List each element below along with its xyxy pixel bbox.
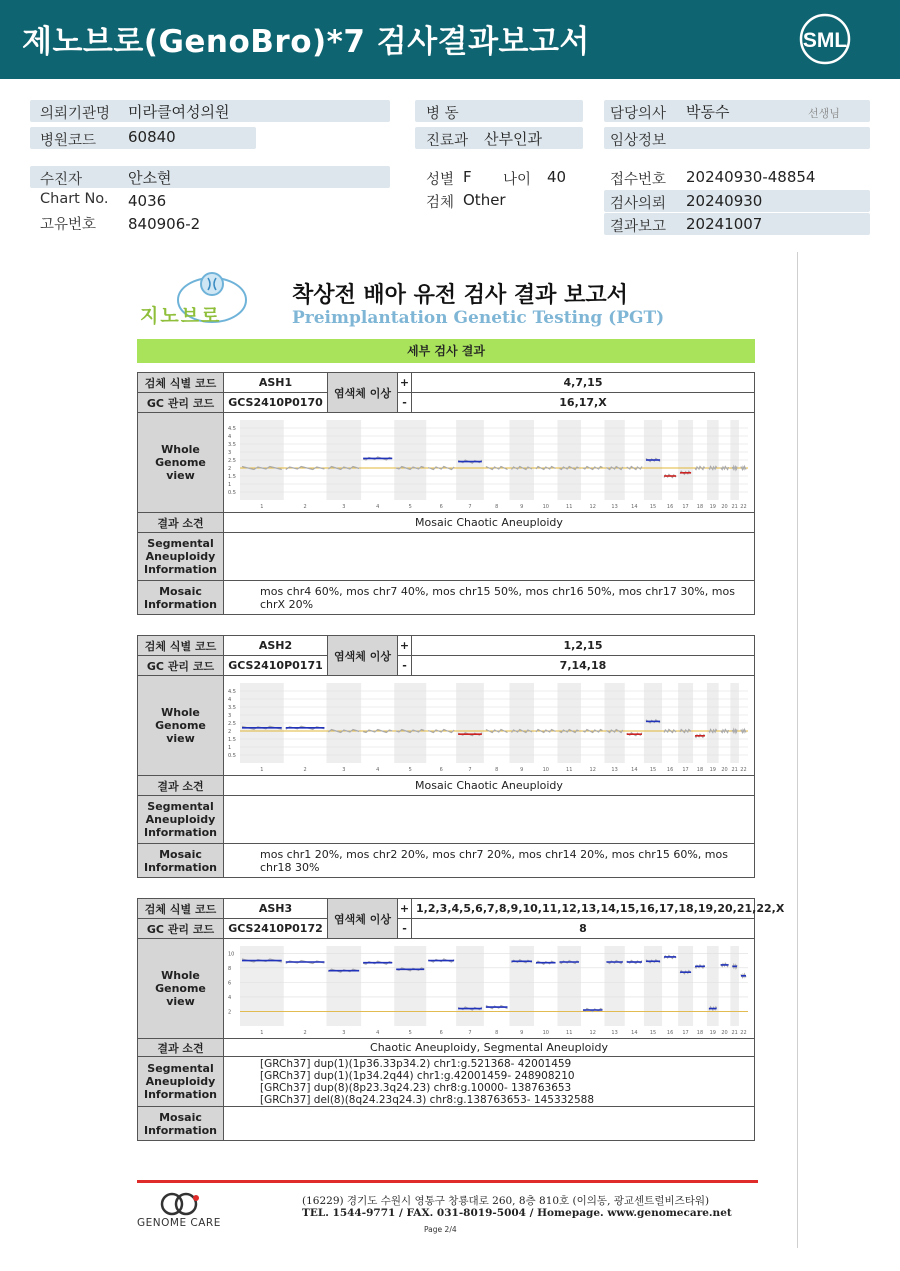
mosaic-label: Mosaic Information — [138, 844, 224, 878]
hospital-code-value: 60840 — [128, 128, 176, 146]
y-tick-label: 2.5 — [228, 457, 236, 464]
report-title: 착상전 배아 유전 검사 결과 보고서 — [292, 283, 628, 308]
x-tick-label: 13 — [611, 503, 618, 510]
chromosome-band — [730, 946, 739, 1026]
x-tick-label: 11 — [566, 503, 573, 510]
x-tick-label: 16 — [666, 766, 674, 773]
x-tick-label: 6 — [439, 1029, 443, 1036]
id-value: 840906-2 — [128, 215, 201, 233]
x-tick-label: 2 — [303, 766, 307, 773]
x-tick-label: 10 — [542, 503, 549, 510]
department-label: 진료과 — [426, 133, 469, 149]
x-tick-label: 1 — [260, 766, 264, 773]
x-tick-label: 14 — [631, 503, 638, 510]
y-tick-label: 8 — [228, 965, 232, 972]
whole-genome-plot-cell — [224, 413, 755, 513]
gain-chromosomes: 1,2,3,4,5,6,7,8,9,10,11,12,13,14,15,16,17,18,19,20,21,22,X — [412, 899, 755, 919]
x-tick-label: 20 — [721, 503, 728, 510]
request-label: 검사의뢰 — [610, 196, 667, 212]
segmental-line: [GRCh37] del(8)(8q24.23q24.3) chr8:g.138763653- 145332588 — [260, 1093, 595, 1106]
x-tick-label: 4 — [376, 1029, 380, 1036]
segmental-value — [224, 1057, 755, 1107]
y-tick-label: 0.5 — [228, 489, 236, 496]
page-number: Page 2/4 — [424, 1225, 457, 1234]
chromosome-band — [240, 946, 284, 1026]
genobro-logo-text: 지노브로 — [140, 305, 222, 327]
y-tick-label: 4.5 — [228, 425, 236, 432]
segmental-value — [224, 533, 755, 581]
segmental-label: Segmental Aneuploidy Information — [138, 796, 224, 844]
result-label: 결과 소견 — [138, 776, 224, 796]
y-tick-label: 3.5 — [228, 704, 236, 711]
x-tick-label: 7 — [468, 503, 472, 510]
x-tick-label: 5 — [408, 766, 412, 773]
x-tick-label: 20 — [721, 766, 728, 773]
x-tick-label: 4 — [376, 766, 380, 773]
mosaic-label: Mosaic Information — [138, 1107, 224, 1141]
chromosome-points — [486, 729, 508, 732]
chromosome-points — [486, 466, 508, 469]
specimen-id-label: 검체 식별 코드 — [138, 636, 224, 656]
age-label: 나이 — [503, 172, 532, 188]
institution-value: 미라클여성의원 — [128, 103, 230, 121]
genome-care-name: GENOME CARE — [137, 1217, 221, 1229]
x-tick-label: 22 — [740, 766, 747, 773]
x-tick-label: 8 — [495, 503, 499, 510]
x-tick-label: 21 — [731, 766, 738, 773]
gain-sign: + — [398, 636, 412, 656]
result-label: 결과 소견 — [138, 1039, 224, 1057]
chromosome-points — [741, 729, 746, 732]
doctor-suffix: 선생님 — [808, 107, 840, 120]
y-tick-label: 4 — [228, 433, 232, 440]
y-tick-label: 10 — [228, 950, 235, 957]
chart-value: 4036 — [128, 192, 167, 210]
y-tick-label: 3.5 — [228, 441, 236, 448]
page-divider — [797, 252, 798, 1248]
x-tick-label: 6 — [439, 766, 443, 773]
x-tick-label: 18 — [696, 1029, 704, 1036]
report-subtitle: Preimplantation Genetic Testing (PGT) — [292, 308, 665, 328]
x-tick-label: 10 — [542, 1029, 549, 1036]
whole-genome-view-label: Whole Genome view — [138, 413, 224, 513]
chromosome-band — [509, 946, 534, 1026]
segmental-line: [GRCh37] dup(1)(1p34.2q44) chr1:g.42001459- 248908210 — [260, 1069, 575, 1082]
patient-value: 안소현 — [128, 169, 172, 187]
x-tick-label: 18 — [696, 766, 704, 773]
chromosome-points — [741, 466, 746, 469]
y-tick-label: 4.5 — [228, 688, 236, 695]
x-tick-label: 22 — [740, 503, 747, 510]
patient-label: 수진자 — [40, 172, 83, 188]
x-tick-label: 15 — [649, 503, 657, 510]
aneuploidy-label: 염색체 이상 — [328, 636, 398, 676]
doctor-label: 담당의사 — [610, 106, 667, 122]
chromosome-band — [604, 946, 624, 1026]
gain-chromosomes: 1,2,15 — [412, 636, 755, 656]
sample-table — [137, 635, 755, 878]
row-bg — [30, 166, 390, 188]
id-label: 고유번호 — [40, 217, 97, 233]
gc-code-label: GC 관리 코드 — [138, 656, 224, 676]
x-tick-label: 11 — [566, 1029, 573, 1036]
gain-sign: + — [398, 373, 412, 393]
sex-value: F — [463, 168, 472, 186]
y-tick-label: 6 — [228, 979, 232, 986]
x-tick-label: 8 — [495, 766, 499, 773]
loss-chromosomes: 16,17,X — [412, 393, 755, 413]
x-tick-label: 2 — [303, 1029, 307, 1036]
y-tick-label: 1 — [228, 481, 232, 488]
x-tick-label: 9 — [520, 503, 524, 510]
footer-rule — [137, 1180, 758, 1183]
x-tick-label: 14 — [631, 1029, 638, 1036]
chromosome-band — [558, 946, 581, 1026]
x-tick-label: 21 — [731, 1029, 738, 1036]
specimen-id-value: ASH2 — [224, 636, 328, 656]
x-tick-label: 7 — [468, 766, 472, 773]
loss-chromosomes: 8 — [412, 919, 755, 939]
result-value: Mosaic Chaotic Aneuploidy — [224, 513, 755, 533]
y-tick-label: 3 — [228, 712, 232, 719]
x-tick-label: 2 — [303, 503, 307, 510]
age-value: 40 — [547, 168, 567, 186]
footer-address: (16229) 경기도 수원시 영통구 창룡대로 260, 8층 810호 (이의동, 광교센트럴비즈타워) — [302, 1195, 710, 1207]
gc-code-value: GCS2410P0172 — [224, 919, 328, 939]
mosaic-value: mos chr4 60%, mos chr7 40%, mos chr15 50%, mos chr16 50%, mos chr17 30%, mos chrX 20% — [224, 581, 755, 615]
y-tick-label: 4 — [228, 696, 232, 703]
x-tick-label: 17 — [682, 766, 689, 773]
specimen-label: 검체 — [426, 195, 455, 211]
clinical-label: 임상정보 — [610, 133, 667, 149]
gc-code-value: GCS2410P0171 — [224, 656, 328, 676]
x-tick-label: 14 — [631, 766, 638, 773]
chromosome-band — [394, 946, 426, 1026]
result-value: Mosaic Chaotic Aneuploidy — [224, 776, 755, 796]
chromosome-band — [678, 946, 693, 1026]
gc-code-value: GCS2410P0170 — [224, 393, 328, 413]
x-tick-label: 22 — [740, 1029, 747, 1036]
result-value: Chaotic Aneuploidy, Segmental Aneuploidy — [224, 1039, 755, 1057]
specimen-value: Other — [463, 191, 506, 209]
sml-logo-icon — [796, 12, 854, 66]
whole-genome-view-label: Whole Genome view — [138, 939, 224, 1039]
chromosome-band — [456, 946, 484, 1026]
chromosome-band — [707, 946, 719, 1026]
sample-table — [137, 898, 785, 1141]
chromosome-points — [286, 466, 325, 469]
loss-sign: - — [398, 393, 412, 413]
sex-label: 성별 — [426, 172, 455, 188]
x-tick-label: 1 — [260, 503, 264, 510]
x-tick-label: 13 — [611, 1029, 618, 1036]
loss-chromosomes: 7,14,18 — [412, 656, 755, 676]
y-tick-label: 0.5 — [228, 752, 236, 759]
x-tick-label: 11 — [566, 766, 573, 773]
y-tick-label: 2 — [228, 728, 232, 735]
chromosome-band — [326, 946, 361, 1026]
x-tick-label: 15 — [649, 766, 657, 773]
department-value: 산부인과 — [484, 130, 542, 148]
x-tick-label: 17 — [682, 503, 689, 510]
report-label: 결과보고 — [610, 219, 667, 235]
segmental-line: [GRCh37] dup(8)(8p23.3q24.23) chr8:g.10000- 138763653 — [260, 1081, 572, 1094]
report-header-title: 제노브로(GenoBro)*7 검사결과보고서 — [22, 24, 590, 60]
receipt-label: 접수번호 — [610, 172, 667, 188]
x-tick-label: 8 — [495, 1029, 499, 1036]
institution-label: 의뢰기관명 — [40, 106, 111, 122]
ward-label: 병 동 — [426, 106, 459, 122]
receipt-value: 20240930-48854 — [686, 168, 816, 186]
y-tick-label: 2.5 — [228, 720, 236, 727]
segmental-label: Segmental Aneuploidy Information — [138, 1057, 224, 1107]
x-tick-label: 20 — [721, 1029, 728, 1036]
y-tick-label: 1.5 — [228, 473, 236, 480]
report-value: 20241007 — [686, 215, 763, 233]
y-tick-label: 4 — [228, 994, 232, 1001]
aneuploidy-label: 염색체 이상 — [328, 899, 398, 939]
x-tick-label: 19 — [709, 503, 716, 510]
x-tick-label: 12 — [589, 766, 596, 773]
section-title: 세부 검사 결과 — [137, 339, 755, 363]
x-tick-label: 19 — [709, 1029, 716, 1036]
hospital-code-label: 병원코드 — [40, 133, 97, 149]
aneuploidy-label: 염색체 이상 — [328, 373, 398, 413]
x-tick-label: 3 — [342, 503, 346, 510]
y-tick-label: 1 — [228, 744, 232, 751]
segmental-line: [GRCh37] dup(1)(1p36.33p34.2) chr1:g.521368- 42001459 — [260, 1057, 572, 1070]
chromosome-points — [664, 729, 676, 732]
y-tick-label: 2 — [228, 1008, 232, 1015]
y-tick-label: 1.5 — [228, 736, 236, 743]
whole-genome-view-label: Whole Genome view — [138, 676, 224, 776]
x-tick-label: 16 — [666, 503, 674, 510]
x-tick-label: 17 — [682, 1029, 689, 1036]
sample-table — [137, 372, 755, 615]
x-tick-label: 19 — [709, 766, 716, 773]
chart-label: Chart No. — [40, 191, 109, 207]
whole-genome-plot-cell — [224, 939, 755, 1039]
x-tick-label: 15 — [649, 1029, 657, 1036]
y-tick-label: 3 — [228, 449, 232, 456]
chromosome-points — [627, 466, 642, 469]
whole-genome-plot-cell — [224, 676, 755, 776]
x-tick-label: 7 — [468, 1029, 472, 1036]
specimen-id-label: 검체 식별 코드 — [138, 899, 224, 919]
sml-logo-text: SML — [802, 29, 848, 52]
segmental-label: Segmental Aneuploidy Information — [138, 533, 224, 581]
x-tick-label: 21 — [731, 503, 738, 510]
whole-genome-chart — [224, 677, 755, 775]
x-tick-label: 12 — [589, 1029, 596, 1036]
x-tick-label: 1 — [260, 1029, 264, 1036]
specimen-id-value: ASH1 — [224, 373, 328, 393]
x-tick-label: 3 — [342, 1029, 346, 1036]
x-tick-label: 4 — [376, 503, 380, 510]
x-tick-label: 10 — [542, 766, 549, 773]
x-tick-label: 6 — [439, 503, 443, 510]
loss-sign: - — [398, 919, 412, 939]
segmental-value — [224, 796, 755, 844]
x-tick-label: 9 — [520, 766, 524, 773]
doctor-value: 박동수 — [686, 103, 730, 121]
x-tick-label: 5 — [408, 1029, 412, 1036]
x-tick-label: 18 — [696, 503, 704, 510]
mosaic-value: mos chr1 20%, mos chr2 20%, mos chr7 20%, mos chr14 20%, mos chr15 60%, mos chr18 30% — [224, 844, 755, 878]
x-tick-label: 16 — [666, 1029, 674, 1036]
x-tick-label: 12 — [589, 503, 596, 510]
gain-chromosomes: 4,7,15 — [412, 373, 755, 393]
header-bar — [0, 0, 900, 79]
whole-genome-chart — [224, 940, 755, 1038]
x-tick-label: 13 — [611, 766, 618, 773]
x-tick-label: 3 — [342, 766, 346, 773]
mosaic-label: Mosaic Information — [138, 581, 224, 615]
x-tick-label: 9 — [520, 1029, 524, 1036]
gain-sign: + — [398, 899, 412, 919]
request-value: 20240930 — [686, 192, 763, 210]
y-tick-label: 2 — [228, 465, 232, 472]
whole-genome-chart — [224, 414, 755, 512]
genome-care-logo-icon — [158, 1190, 202, 1218]
gc-code-label: GC 관리 코드 — [138, 393, 224, 413]
result-label: 결과 소견 — [138, 513, 224, 533]
specimen-id-label: 검체 식별 코드 — [138, 373, 224, 393]
chromosome-band — [644, 946, 662, 1026]
gc-code-label: GC 관리 코드 — [138, 919, 224, 939]
x-tick-label: 5 — [408, 503, 412, 510]
specimen-id-value: ASH3 — [224, 899, 328, 919]
loss-sign: - — [398, 656, 412, 676]
mosaic-value — [224, 1107, 755, 1141]
chromosome-points — [695, 466, 705, 469]
footer-contact: TEL. 1544-9771 / FAX. 031-8019-5004 / Homepage. www.genomecare.net — [302, 1207, 732, 1219]
